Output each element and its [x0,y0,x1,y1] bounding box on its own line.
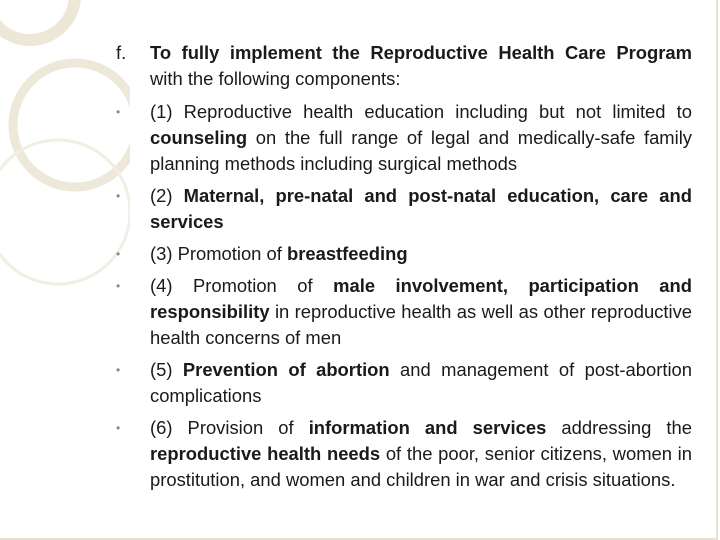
item-text: (5) [150,359,183,380]
heading-marker: f. [116,42,127,63]
bullet-icon: • [116,363,121,377]
bold-text: information and services [308,417,547,438]
list-item [110,241,692,267]
heading-rest-text: with the following components: [150,68,401,89]
heading-bold-text: To fully implement the Reproductive Health Care Program [150,42,692,63]
list-item [110,273,692,351]
item-text: and management of post-abortion complications [150,359,692,406]
item-text: addressing the [546,417,692,438]
bold-text: Prevention of abortion [182,359,390,380]
item-text: (3) Promotion of [150,243,287,264]
bold-text: breastfeeding [286,243,408,264]
bold-text: male involvement, participation and responsibility [150,275,692,322]
bullet-icon: • [116,189,121,203]
list-item [110,183,692,235]
item-text: in reproductive health as well as other reproductive health concerns of men [150,301,692,348]
item-text: of the poor, senior citizens, women in prostitution, and women and children in war and crisis situations. [150,443,692,490]
item-text: (4) Promotion of [150,275,334,296]
list-item [110,99,692,177]
bold-text: counseling [150,127,248,148]
item-text: on the full range of legal and medically-safe family planning methods including surgical methods [150,127,692,174]
heading-item [110,40,692,92]
list-item [110,415,692,493]
bullet-icon: • [116,247,121,261]
bullet-list [110,99,692,493]
bold-text: Maternal, pre-natal and post-natal education, care and services [150,185,693,232]
bullet-icon: • [116,105,121,119]
bullet-icon: • [116,279,121,293]
item-text: (6) Provision of [150,417,309,438]
slide-content [110,40,692,499]
bullet-icon: • [116,421,121,435]
item-text: (2) [150,185,184,206]
bold-text: reproductive health needs [150,443,381,464]
list-item [110,357,692,409]
item-text: (1) Reproductive health education including but not limited to [150,101,692,122]
